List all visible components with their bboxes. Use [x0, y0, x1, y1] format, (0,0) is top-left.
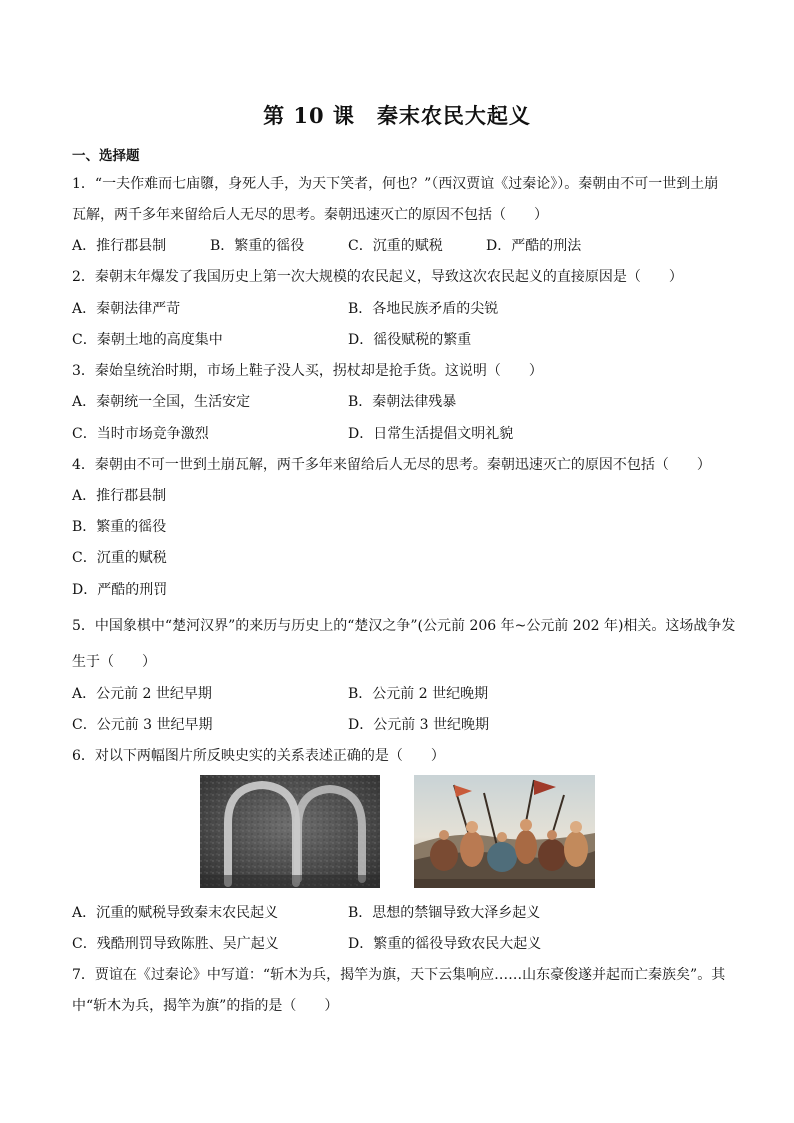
question-6-stem: 6．对以下两幅图片所反映史实的关系表述正确的是（ ）: [72, 748, 445, 764]
question-4-stem: 4．秦朝由不可一世到土崩瓦解，两千多年来留给后人无尽的思考。秦朝迅速灭亡的原因不包括（ ）: [72, 457, 711, 473]
question-1-option-b: B．繁重的徭役: [210, 238, 305, 254]
shackles-rubbing-svg: [200, 775, 380, 888]
question-2-option-b: B．各地民族矛盾的尖锐: [348, 301, 499, 317]
question-5-option-a: A．公元前 2 世纪早期: [72, 686, 212, 702]
uprising-painting-image: [414, 775, 595, 888]
question-2-option-d: D．徭役赋税的繁重: [348, 332, 472, 348]
question-5-stem-line-1: 5．中国象棋中“楚河汉界”的来历与历史上的“楚汉之争”(公元前 206 年~公元前 202 年)相关。这场战争发: [72, 618, 736, 634]
page-title: [0, 100, 794, 130]
question-1-option-d: D．严酷的刑法: [486, 238, 582, 254]
question-4-option-a: A．推行郡县制: [72, 488, 167, 504]
lesson-name: 秦末农民大起义: [376, 103, 531, 128]
section-heading: 一、选择题: [72, 148, 140, 164]
question-4-option-d: D．严酷的刑罚: [72, 582, 168, 598]
question-1-stem-line-2: 瓦解，两千多年来留给后人无尽的思考。秦朝迅速灭亡的原因不包括（ ）: [72, 207, 548, 223]
question-5-option-b: B．公元前 2 世纪晚期: [348, 686, 489, 702]
question-1-stem-line-1: 1．“一夫作难而七庙隳，身死人手，为天下笑者，何也？”（西汉贾谊《过秦论》）。秦朝由不可一世到土崩: [72, 176, 719, 192]
question-7-stem-line-1: 7．贾谊在《过秦论》中写道：“斩木为兵，揭竿为旗，天下云集响应……山东豪俊遂并起而亡秦族矣”。其: [72, 967, 726, 983]
question-1-option-a: A．推行郡县制: [72, 238, 167, 254]
question-5-option-c: C．公元前 3 世纪早期: [72, 717, 213, 733]
question-3-option-c: C．当时市场竞争激烈: [72, 426, 209, 442]
question-3-option-a: A．秦朝统一全国，生活安定: [72, 394, 251, 410]
question-4-option-b: B．繁重的徭役: [72, 519, 167, 535]
shackles-rubbing-image: [200, 775, 380, 888]
question-7-stem-line-2: 中“斩木为兵，揭竿为旗”的指的是（ ）: [72, 998, 339, 1014]
question-5-stem-line-2: 生于（ ）: [72, 654, 156, 670]
question-6-option-a: A．沉重的赋税导致秦末农民起义: [72, 905, 279, 921]
question-6-option-d: D．繁重的徭役导致农民大起义: [348, 936, 542, 952]
question-1-option-c: C．沉重的赋税: [348, 238, 443, 254]
lesson-number: 第 10 课: [263, 103, 355, 128]
question-5-option-d: D．公元前 3 世纪晚期: [348, 717, 490, 733]
question-2-option-a: A．秦朝法律严苛: [72, 301, 181, 317]
question-6-option-c: C．残酷刑罚导致陈胜、吴广起义: [72, 936, 279, 952]
question-3-option-d: D．日常生活提倡文明礼貌: [348, 426, 514, 442]
question-2-stem: 2．秦朝末年爆发了我国历史上第一次大规模的农民起义，导致这次农民起义的直接原因是（ ）: [72, 269, 683, 285]
uprising-painting-svg: [414, 775, 595, 888]
question-4-option-c: C．沉重的赋税: [72, 550, 167, 566]
question-3-option-b: B．秦朝法律残暴: [348, 394, 457, 410]
question-2-option-c: C．秦朝土地的高度集中: [72, 332, 223, 348]
question-3-stem: 3．秦始皇统治时期，市场上鞋子没人买，拐杖却是抢手货。这说明（ ）: [72, 363, 543, 379]
question-6-option-b: B．思想的禁锢导致大泽乡起义: [348, 905, 541, 921]
